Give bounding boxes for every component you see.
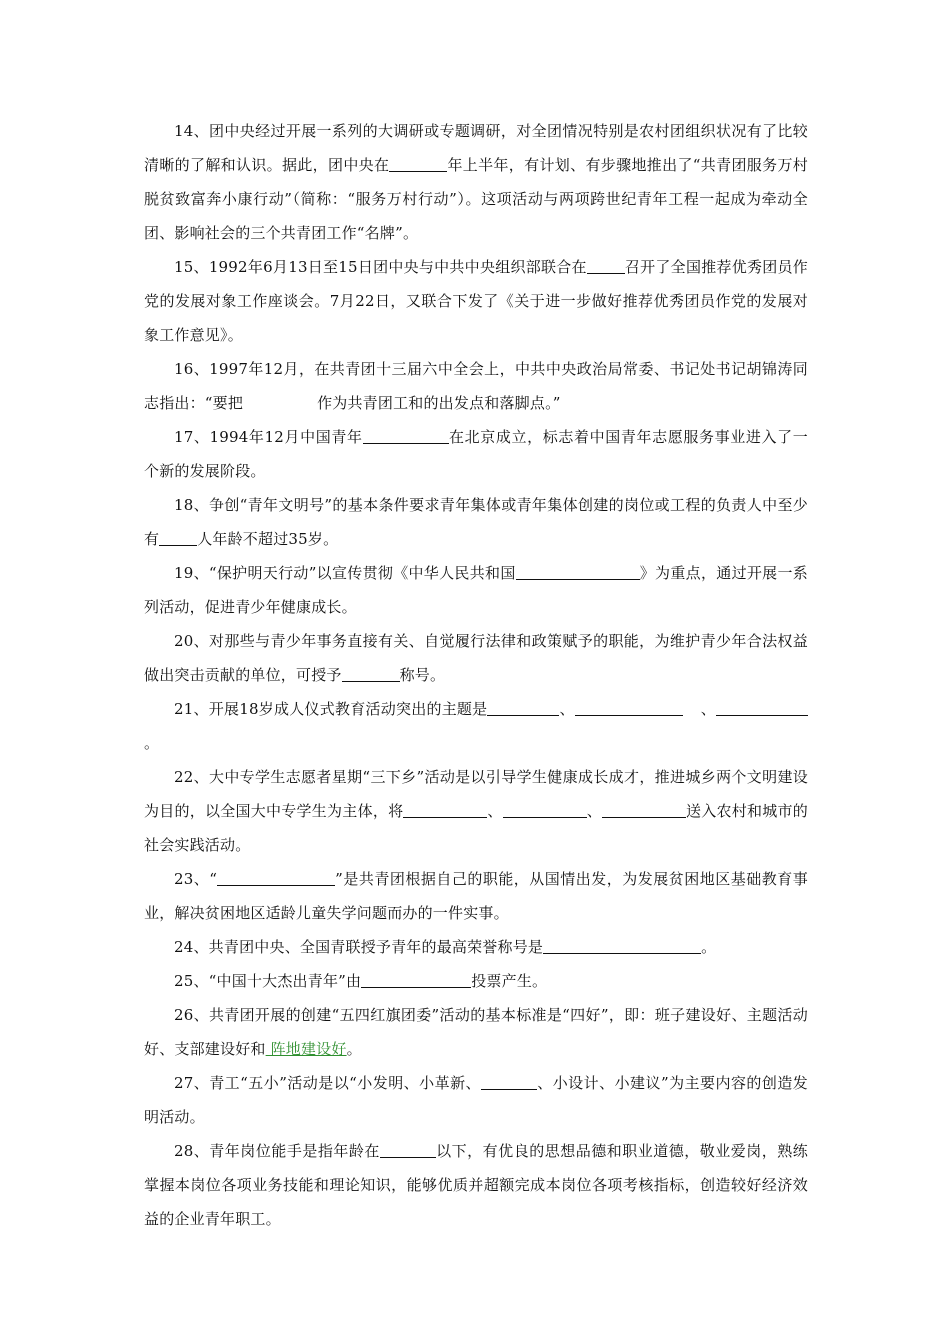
question-q14 (144, 114, 808, 250)
question-text: 投票产生。 (471, 972, 548, 990)
question-text: 、 (559, 700, 575, 718)
question-text: 。 (144, 734, 160, 752)
answer-blank (217, 867, 335, 886)
question-q19 (144, 556, 808, 624)
answer-blank (380, 1139, 436, 1158)
question-list (144, 114, 808, 1236)
question-q18 (144, 488, 808, 556)
question-q22 (144, 760, 808, 862)
question-q26 (144, 998, 808, 1066)
question-q24 (144, 930, 808, 964)
question-text: 20、对那些与青少年事务直接有关、自觉履行法律和政策赋予的职能，为维护青少年合法权益做出突击贡献的单位，可授予 (144, 632, 808, 684)
question-text: 、 (487, 802, 503, 820)
answer-blank (716, 697, 808, 716)
question-text: 人年龄不超过35岁。 (197, 530, 339, 548)
question-text: 作为共青团工和的出发点和落脚点。” (317, 394, 561, 412)
question-text: 、 (586, 802, 602, 820)
question-text: 年上半年，有计划、有步骤地推出了“共青团服务万村脱贫致富奔小康行动”（简称：“服务万村行动”）。这项活动与两项跨世纪青年工程一起成为牵动全团、影响社会的三个共青团工作“名牌”。 (144, 156, 808, 242)
question-text: 23、“ (174, 870, 218, 888)
question-q17 (144, 420, 808, 488)
answer-blank (602, 799, 686, 818)
question-text: 19、“保护明天行动”以宣传贯彻《中华人民共和国 (174, 564, 516, 582)
question-text: 。 (346, 1040, 362, 1058)
answer-blank (587, 255, 625, 274)
question-q27 (144, 1066, 808, 1134)
answer-blank (543, 935, 701, 954)
question-text: 、 (700, 700, 717, 718)
answer-blank (503, 799, 587, 818)
answer-blank (575, 697, 683, 716)
question-text: 召开了全国推荐优秀团员作党的发展对象工作座谈会。7月22日，又联合下发了《关于进一步做好推荐优秀团员作党的发展对象工作意见》。 (144, 258, 808, 344)
question-text: ”是共青团根据自己的职能，从国情出发，为发展贫困地区基础教育事业，解决贫困地区适龄儿童失学问题而办的一件实事。 (144, 870, 808, 922)
question-text: 27、青工“五小”活动是以“小发明、小革新、 (174, 1074, 481, 1092)
answer-blank (361, 969, 471, 988)
question-text: 14、团中央经过开展一系列的大调研或专题调研，对全团情况特别是农村团组织状况有了比较清晰的了解和认识。据此，团中央在 (144, 122, 808, 174)
answer-blank (389, 153, 447, 172)
question-text: 25、“中国十大杰出青年”由 (174, 972, 362, 990)
question-q28 (144, 1134, 808, 1236)
answer-blank (481, 1071, 537, 1090)
answer-blank (342, 663, 400, 682)
answer-blank (516, 561, 640, 580)
question-q21 (144, 692, 808, 760)
question-text: 16、1997年12月，在共青团十三届六中全会上，中共中央政治局常委、书记处书记胡锦涛同志指出：“要把 (144, 360, 808, 412)
question-q15 (144, 250, 808, 352)
question-text: 在北京成立，标志着中国青年志愿服务事业进入了一个新的发展阶段。 (144, 428, 808, 480)
question-text: 、小设计、小建议”为主要内容的创造发明活动。 (144, 1074, 808, 1126)
question-q25 (144, 964, 808, 998)
question-text: 17、1994年12月中国青年 (174, 428, 363, 446)
question-q16 (144, 352, 808, 420)
question-text: 22、大中专学生志愿者星期“三下乡”活动是以引导学生健康成长成才，推进城乡两个文明建设为目的，以全国大中专学生为主体，将 (144, 768, 808, 820)
question-text: 以下，有优良的思想品德和职业道德，敬业爱岗，熟练掌握本岗位各项业务技能和理论知识，能够优质并超额完成本岗位各项考核指标，创造较好经济效益的企业青年职工。 (144, 1142, 808, 1228)
question-q23 (144, 862, 808, 930)
question-text: 21、开展18岁成人仪式教育活动突出的主题是 (174, 700, 488, 718)
answer-blank (363, 425, 449, 444)
answer-blank (487, 697, 559, 716)
question-q20 (144, 624, 808, 692)
question-text: 28、青年岗位能手是指年龄在 (174, 1142, 380, 1160)
answer-blank (159, 527, 197, 546)
question-text: 送入农村和城市的社会实践活动。 (144, 802, 808, 854)
answer-link[interactable]: 阵地建设好 (265, 1040, 347, 1058)
question-text: 24、共青团中央、全国青联授予青年的最高荣誉称号是 (174, 938, 544, 956)
answer-blank (403, 799, 487, 818)
question-text: 》为重点，通过开展一系列活动，促进青少年健康成长。 (144, 564, 808, 616)
question-text: 18、争创“青年文明号”的基本条件要求青年集体或青年集体创建的岗位或工程的负责人中至少有 (144, 496, 808, 548)
question-text: 26、共青团开展的创建“五四红旗团委”活动的基本标准是“四好”，即：班子建设好、主题活动好、支部建设好和 (144, 1006, 808, 1058)
question-text: 称号。 (399, 666, 446, 684)
question-text: 15、1992年6月13日至15日团中央与中共中央组织部联合在 (174, 258, 587, 276)
question-text: 。 (701, 938, 717, 956)
